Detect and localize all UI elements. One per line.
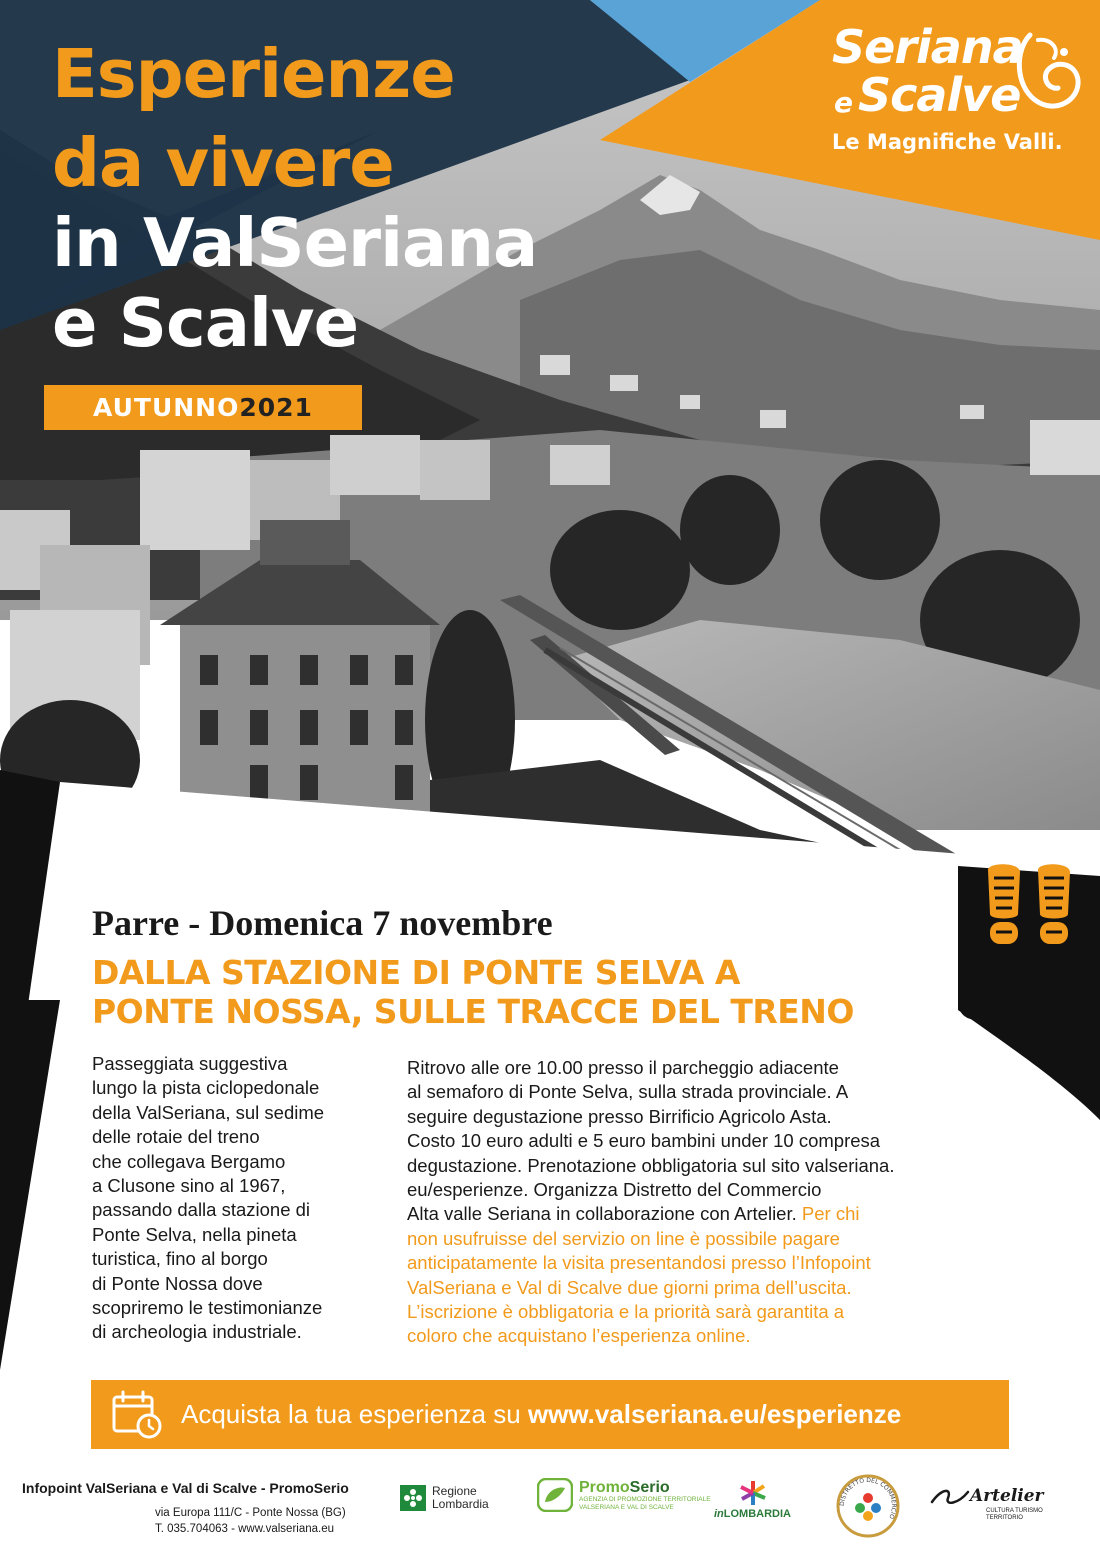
infopoint-name: Infopoint ValSeriana e Val di Scalve - PromoSerio xyxy=(22,1480,349,1496)
logo-tagline: Le Magnifiche Valli. xyxy=(832,130,1063,154)
text-line: turistica, fino al borgo xyxy=(92,1248,268,1270)
valley-logo-icon xyxy=(1010,30,1082,115)
artelier-sub: CULTURA TURISMO TERRITORIO xyxy=(986,1508,1043,1521)
text-line: degustazione. Prenotazione obbligatoria sul sito valseriana. xyxy=(407,1154,895,1176)
text-line: Ritrovo alle ore 10.00 presso il parcheggio adiacente xyxy=(407,1057,839,1078)
title-line-2: da vivere xyxy=(52,124,394,202)
text-line: di archeologia industriale. xyxy=(92,1321,302,1343)
inlombardia-star-icon xyxy=(738,1480,768,1506)
text-line: di Ponte Nossa dove xyxy=(92,1272,263,1294)
promoserio-name-b: Serio xyxy=(629,1478,670,1496)
lombardia-line-1: Regione xyxy=(432,1484,477,1498)
infopoint-contact: T. 035.704063 - www.valseriana.eu xyxy=(155,1523,334,1535)
promoserio-leaf-icon xyxy=(537,1478,573,1512)
title-line-1: Esperienze xyxy=(52,35,455,113)
logo-seriana-text: Seriana xyxy=(832,20,1023,74)
infopoint-address: via Europa 111/C - Ponte Nossa (BG) xyxy=(155,1507,346,1519)
text-line: Passeggiata suggestiva xyxy=(92,1053,288,1074)
text-line: della ValSeriana, sul sedime xyxy=(92,1101,325,1123)
event-date: Parre - Domenica 7 novembre xyxy=(92,903,553,943)
cta-url-link[interactable]: www.valseriana.eu/esperienze xyxy=(527,1399,902,1429)
distretto-seal-icon xyxy=(836,1474,900,1538)
season-badge xyxy=(44,385,362,430)
logo-e-text: e xyxy=(834,86,853,119)
season-label: AUTUNNO xyxy=(93,393,240,422)
promoserio-logo xyxy=(537,1478,711,1512)
text-line: a Clusone sino al 1967, xyxy=(92,1175,286,1197)
title-line-4: e Scalve xyxy=(52,284,359,362)
lombardia-line-2: Lombardia xyxy=(432,1497,489,1511)
text-line-mixed xyxy=(407,1202,1007,1226)
text-line: Costo 10 euro adulti e 5 euro bambini under 10 compresa xyxy=(407,1130,881,1152)
distretto-commercio-logo xyxy=(836,1474,900,1538)
text-segment: Alta valle Seriana in collaborazione con Artelier. xyxy=(407,1203,797,1225)
regione-lombardia-logo xyxy=(400,1485,489,1511)
text-line-orange: ValSeriana e Val di Scalve due giorni prima dell’uscita. xyxy=(407,1276,852,1298)
inlombardia-name: LOMBARDIA xyxy=(723,1508,791,1520)
promoserio-sub-1: AGENZIA DI PROMOZIONE TERRITORIALE xyxy=(579,1495,711,1503)
cta-label: Acquista la tua esperienza su xyxy=(181,1399,521,1429)
promoserio-name-a: Promo xyxy=(579,1478,630,1496)
text-line-orange: non usufruisse del servizio on line è possibile pagare xyxy=(407,1227,840,1249)
text-line: passando dalla stazione di xyxy=(92,1199,311,1221)
artelier-swoosh-icon xyxy=(930,1484,970,1508)
text-line: che collegava Bergamo xyxy=(92,1150,286,1172)
text-line: eu/esperienze. Organizza Distretto del Commercio xyxy=(407,1179,822,1201)
lombardia-cross-icon xyxy=(400,1485,426,1511)
text-line: delle rotaie del treno xyxy=(92,1126,260,1148)
purchase-cta-banner[interactable] xyxy=(91,1380,1009,1449)
artelier-name: Artelier xyxy=(970,1486,1044,1506)
season-year: 2021 xyxy=(239,393,313,422)
text-line-orange: coloro che acquistano l’esperienza online. xyxy=(407,1325,751,1347)
calendar-clock-icon xyxy=(111,1390,163,1440)
event-title-line-1: DALLA STAZIONE DI PONTE SELVA A xyxy=(92,953,740,992)
footprints-icon xyxy=(978,862,1088,952)
inlombardia-logo xyxy=(714,1480,791,1520)
text-line: scopriremo le testimonianze xyxy=(92,1297,323,1319)
promoserio-sub-2: VALSERIANA E VAL DI SCALVE xyxy=(579,1503,674,1511)
text-line-orange: anticipatamente la visita presentandosi presso l’Infopoint xyxy=(407,1252,871,1274)
description-left xyxy=(92,1052,382,1345)
text-line: seguire degustazione presso Birrificio Agricolo Asta. xyxy=(407,1105,832,1127)
text-line: al semaforo di Ponte Selva, sulla strada provinciale. A xyxy=(407,1081,849,1103)
event-title-line-2: PONTE NOSSA, SULLE TRACCE DEL TRENO xyxy=(92,992,854,1031)
title-line-3: in ValSeriana xyxy=(52,204,538,282)
text-line-orange: L’iscrizione è obbligatoria e la priorità sarà garantita a xyxy=(407,1301,845,1323)
text-segment-orange: Per chi xyxy=(801,1203,860,1225)
description-right xyxy=(407,1056,1007,1349)
cta-text[interactable] xyxy=(181,1380,901,1449)
text-line: Ponte Selva, nella pineta xyxy=(92,1223,297,1245)
distretto-ring-text: DISTRETTO DEL COMMERCIO xyxy=(838,1476,898,1520)
logo-scalve-text: Scalve xyxy=(858,68,1021,122)
inlombardia-prefix: in xyxy=(714,1508,724,1520)
artelier-logo xyxy=(930,1484,1046,1522)
text-line: lungo la pista ciclopedonale xyxy=(92,1077,320,1099)
